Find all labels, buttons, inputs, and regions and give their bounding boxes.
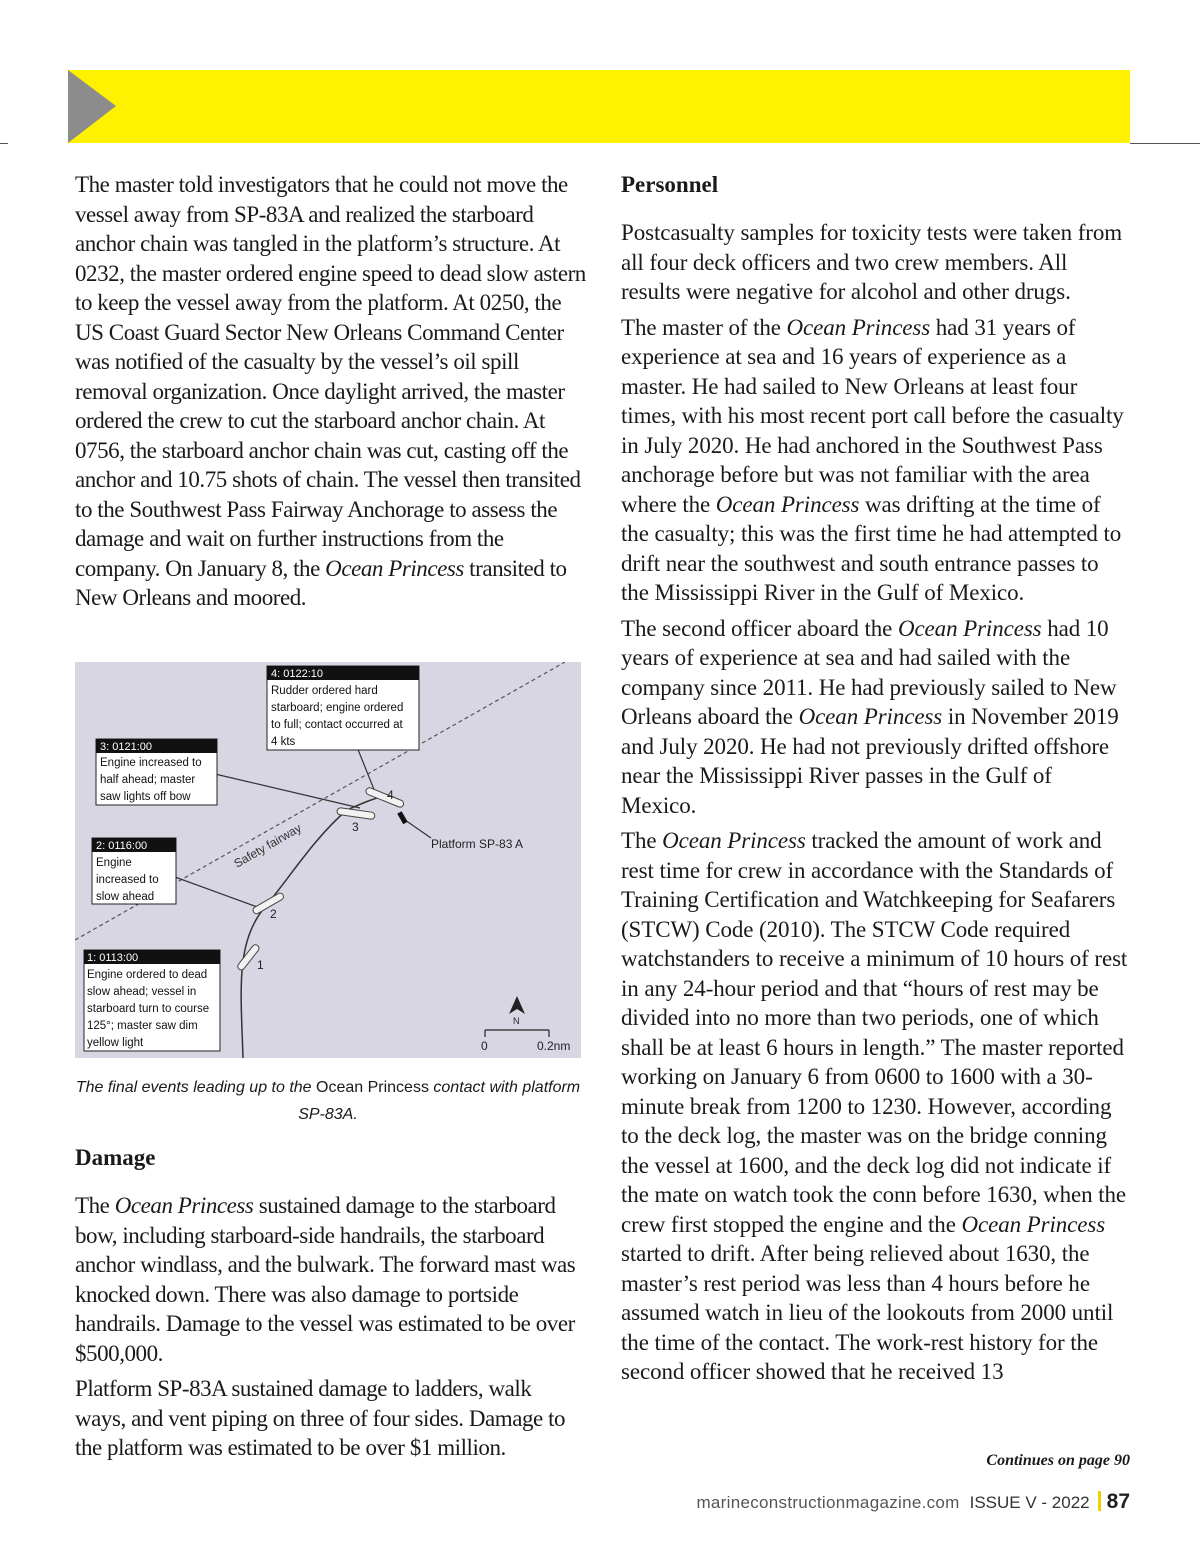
scale-bar — [481, 1030, 570, 1053]
personnel-heading: Personnel — [621, 172, 719, 197]
position-label-1: 1 — [257, 958, 264, 972]
toxicity-paragraph: Postcasualty samples for toxicity tests were taken from all four deck officers and two crew members. All results were negative for alcohol and other drugs. — [621, 220, 1123, 304]
leader-line-2 — [175, 877, 260, 908]
scale-start-label: 0 — [481, 1039, 488, 1053]
callout-1-line: slow ahead; vessel in — [87, 986, 197, 998]
header-banner — [68, 70, 1130, 143]
callout-3-time: 3: 0121:00 — [100, 741, 152, 753]
north-label: N — [513, 1016, 520, 1026]
vessel-marker-3 — [337, 807, 376, 819]
damage-paragraph-vessel: The Ocean Princess sustained damage to the starboard bow, including starboard-side handrails, the starboard anchor windlass, and the bulwark. The forward mast was knocked down. There was also damage to portside handrails. Damage to the vessel was estimated to be over $500,000. — [75, 1193, 576, 1366]
vessel-track — [241, 796, 385, 1058]
event-map-figure — [75, 662, 581, 1058]
north-arrow-icon — [509, 996, 525, 1026]
callout-2-time: 2: 0116:00 — [96, 840, 148, 852]
callout-4-line: to full; contact occurred at — [271, 719, 403, 731]
vessel-marker-2 — [252, 892, 285, 915]
page-number: 87 — [1106, 1490, 1130, 1513]
callout-3-line: Engine increased to — [100, 757, 202, 769]
position-label-2: 2 — [270, 907, 277, 921]
callout-1-time: 1: 0113:00 — [87, 952, 139, 964]
crop-mark — [0, 143, 8, 144]
work-rest-paragraph: The Ocean Princess tracked the amount of work and rest time for crew in accordance with the Standards of Training Certification and Watchkeeping for Seafarers (STCW) Code (2010). The STCW Code required watchstanders to receive a minimum of 10 hours of rest in any 24-hour period and that “hours of rest may be divided into no more than two periods, one of which shall be at least 6 hours in length.” The master reported working on January 6 from 0600 to 1600 with a 30-minute break from 1200 to 1230. However, according to the deck log, the master was on the bridge conning the vessel at 1600, and the deck log did not indicate if the mate on watch took the conn before 1630, when the crew first stopped the engine and the Ocean Princess started to drift. After being relieved about 1630, the master’s rest period was less than 4 hours before he assumed watch in lieu of the lookouts from 2000 until the time of the contact. The work-rest history for the second officer showed that he received 13 — [621, 828, 1128, 1384]
figure-caption: The final events leading up to the Ocean Princess contact with platform SP-83A. — [75, 1079, 581, 1123]
header-rule — [1130, 143, 1200, 144]
banner-arrow-icon — [68, 70, 116, 143]
callout-4 — [267, 666, 419, 750]
left-column — [75, 170, 587, 619]
intro-paragraph: The master told investigators that he could not move the vessel away from SP-83A and realized the starboard anchor chain was tangled in the platform’s structure. At 0232, the master ordered engine speed to dead slow astern to keep the vessel away from the platform. At 0250, the US Coast Guard Sector New Orleans Command Center was notified of the casualty by the vessel’s oil spill removal organization. Once daylight arrived, the master ordered the crew to cut the starboard anchor chain. At 0756, the starboard anchor chain was cut, casting off the anchor and 10.75 shots of chain. The vessel then transited to the Southwest Pass Fairway Anchorage to assess the damage and wait on further instructions from the company. On January 8, the Ocean Princess transited to New Orleans and moored. — [75, 172, 586, 610]
fairway-label: Safety fairway — [231, 820, 304, 871]
right-column — [621, 170, 1131, 1393]
damage-paragraph-platform: Platform SP-83A sustained damage to ladders, walk ways, and vent piping on three of four sides. Damage to the platform was estimated to be over $1 million. — [75, 1376, 566, 1460]
callout-1-line: starboard turn to course — [87, 1003, 210, 1015]
callout-2-line: increased to — [96, 874, 159, 886]
callout-1 — [84, 950, 220, 1051]
event-map — [75, 662, 581, 1058]
position-label-4: 4 — [387, 788, 394, 802]
callout-4-line: starboard; engine ordered — [271, 702, 404, 714]
damage-heading: Damage — [75, 1145, 156, 1170]
callout-3 — [96, 739, 217, 805]
platform-label: Platform SP-83 A — [431, 837, 524, 851]
platform-sp83a-marker — [397, 811, 407, 824]
callout-1-line: 125°; master saw dim — [87, 1020, 198, 1032]
footer-separator — [1098, 1491, 1101, 1511]
callout-2-line: slow ahead — [96, 891, 155, 903]
callout-3-line: half ahead; master — [100, 774, 196, 786]
position-label-3: 3 — [352, 820, 359, 834]
callout-1-line: yellow light — [87, 1037, 144, 1049]
leader-line-platform — [405, 820, 431, 838]
continues-note: Continues on page 90 — [986, 1452, 1130, 1469]
callout-4-line: Rudder ordered hard — [271, 685, 378, 697]
callout-4-line: 4 kts — [271, 736, 296, 748]
callout-2-line: Engine — [96, 857, 132, 869]
master-experience-paragraph: The master of the Ocean Princess had 31 years of experience at sea and 16 years of experience as a master. He had sailed to New Orleans at least four times, with his most recent port call before the casualty in July 2020. He had anchored in the Southwest Pass anchorage before but was not familiar with the area where the Ocean Princess was drifting at the time of the casualty; this was the first time he had attempted to drift near the southwest and south entrance passes to the Mississippi River in the Gulf of Mexico. — [621, 314, 1124, 605]
callout-4-time: 4: 0122:10 — [271, 668, 323, 680]
callout-2 — [92, 838, 176, 904]
vessel-marker-4 — [365, 787, 405, 808]
scale-end-label: 0.2nm — [537, 1039, 571, 1053]
second-officer-paragraph: The second officer aboard the Ocean Princess had 10 years of experience at sea and had sailed with the company since 2011. He had previously sailed to New Orleans aboard the Ocean Princess in November 2019 and July 2020. He had not previously drifted offshore near the Mississippi River passes in the Gulf of Mexico. — [621, 615, 1119, 818]
damage-section — [75, 1143, 587, 1469]
page-footer — [696, 1488, 1130, 1514]
footer-issue: ISSUE V - 2022 — [969, 1493, 1090, 1512]
callout-1-line: Engine ordered to dead — [87, 969, 208, 981]
footer-site: marineconstructionmagazine.com — [696, 1493, 960, 1512]
callout-3-line: saw lights off bow — [100, 791, 191, 803]
